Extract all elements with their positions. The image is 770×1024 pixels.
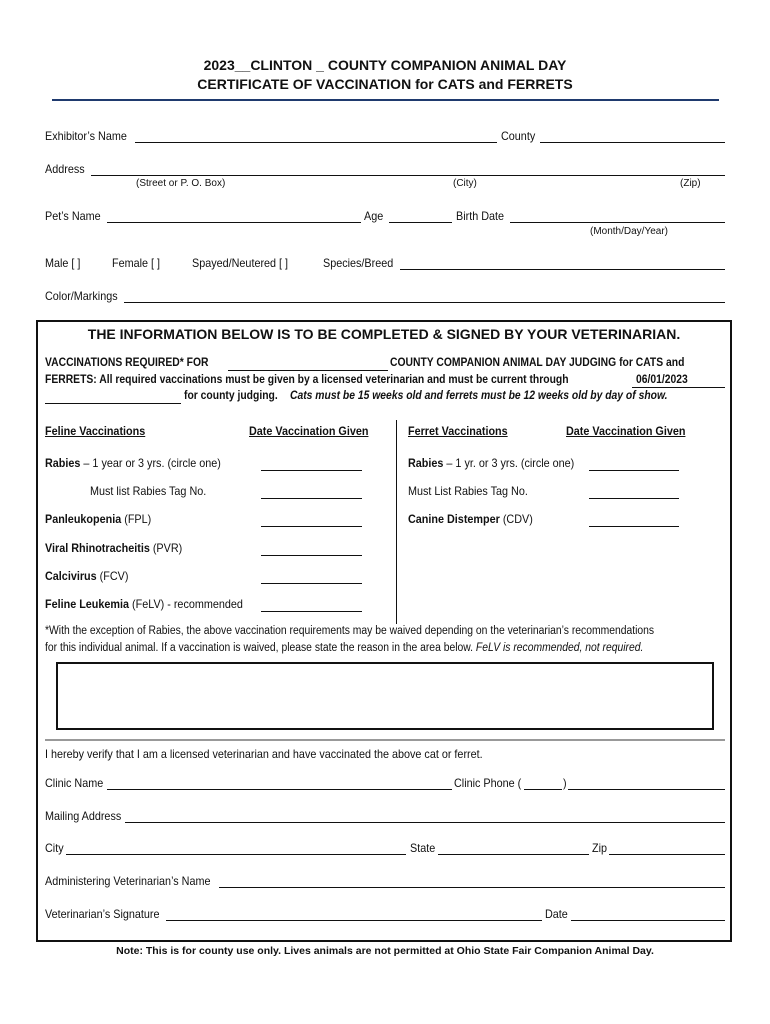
canine-distemper-date-field[interactable]: [589, 526, 679, 527]
req-line3-b: Cats must be 15 weeks old and ferrets must be 12 weeks old by day of show.: [290, 390, 668, 402]
species-breed-field[interactable]: [400, 269, 725, 270]
spayed-neutered-checkbox[interactable]: Spayed/Neutered [ ]: [192, 256, 289, 270]
mailing-address-label: Mailing Address: [45, 809, 122, 823]
exhibitor-name-field[interactable]: [135, 142, 497, 143]
vaccinations-required-label: VACCINATIONS REQUIRED* FOR: [45, 357, 209, 369]
panleukopenia-label: Panleukopenia (FPL): [45, 512, 152, 526]
current-through-date[interactable]: 06/01/2023: [636, 374, 688, 386]
city-field[interactable]: [66, 854, 406, 855]
pet-name-field[interactable]: [107, 222, 361, 223]
birth-date-label: Birth Date: [456, 209, 505, 223]
feline-rabies-label: Rabies – 1 year or 3 yrs. (circle one): [45, 456, 221, 470]
viral-rhinotracheitis-date-field[interactable]: [261, 555, 362, 556]
zip-label: Zip: [592, 841, 608, 855]
signature-date-field[interactable]: [571, 920, 725, 921]
color-markings-label: Color/Markings: [45, 289, 118, 303]
viral-rhinotracheitis-label: Viral Rhinotracheitis (PVR): [45, 541, 183, 555]
clinic-phone-field[interactable]: [568, 789, 725, 790]
birth-date-hint: (Month/Day/Year): [590, 226, 668, 237]
feline-rabies-tag-label: Must list Rabies Tag No.: [90, 484, 207, 498]
feline-leukemia-label: Feline Leukemia (FeLV) - recommended: [45, 597, 243, 611]
age-field[interactable]: [389, 222, 452, 223]
waiver-reason-textarea[interactable]: [56, 662, 714, 730]
mailing-address-field[interactable]: [125, 822, 725, 823]
birth-date-field[interactable]: [510, 222, 725, 223]
footer-note: Note: This is for county use only. Lives animals are not permitted at Ohio State Fair Companion Animal Day.: [116, 945, 654, 957]
zip-hint: (Zip): [680, 178, 701, 189]
verification-statement: I hereby verify that I am a licensed veterinarian and have vaccinated the above cat or ferret.: [45, 747, 483, 761]
county-label: County: [501, 129, 536, 143]
panleukopenia-date-field[interactable]: [261, 526, 362, 527]
req-line1-end: COUNTY COMPANION ANIMAL DAY JUDGING for CATS and: [390, 357, 685, 369]
waiver-note-line1: *With the exception of Rabies, the above vaccination requirements may be waived depending on the veterinarian’s recommendations: [45, 625, 655, 637]
signature-date-label: Date: [545, 907, 568, 921]
canine-distemper-label: Canine Distemper (CDV): [408, 512, 533, 526]
age-label: Age: [364, 209, 384, 223]
county-field[interactable]: [540, 142, 725, 143]
state-label: State: [410, 841, 436, 855]
calcivirus-label: Calcivirus (FCV): [45, 569, 129, 583]
section-divider: [45, 739, 725, 741]
vet-section-heading: THE INFORMATION BELOW IS TO BE COMPLETED & SIGNED BY YOUR VETERINARIAN.: [87, 326, 681, 342]
clinic-phone-area-code-field[interactable]: [524, 789, 562, 790]
vet-signature-field[interactable]: [166, 920, 542, 921]
ferret-vaccinations-header: Ferret Vaccinations: [408, 424, 508, 438]
zip-field[interactable]: [609, 854, 725, 855]
req-line3-a: for county judging.: [184, 390, 278, 402]
current-through-date-line: [632, 387, 725, 388]
clinic-phone-close: ): [563, 776, 567, 790]
req-line2: FERRETS: All required vaccinations must be given by a licensed veterinarian and must be current through: [45, 374, 569, 386]
column-divider: [396, 420, 397, 624]
street-hint: (Street or P. O. Box): [136, 178, 226, 189]
address-field[interactable]: [91, 175, 725, 176]
exhibitor-name-label: Exhibitor’s Name: [45, 129, 127, 143]
feline-leukemia-date-field[interactable]: [261, 611, 362, 612]
city-hint: (City): [453, 178, 477, 189]
species-breed-label: Species/Breed: [323, 256, 394, 270]
req-line3-blank[interactable]: [45, 403, 181, 404]
form-title: 2023__CLINTON _ COUNTY COMPANION ANIMAL DAY: [203, 57, 567, 73]
city-label: City: [45, 841, 64, 855]
color-markings-field[interactable]: [124, 302, 725, 303]
pet-name-label: Pet’s Name: [45, 209, 101, 223]
form-subtitle: CERTIFICATE OF VACCINATION for CATS and FERRETS: [197, 76, 573, 92]
address-label: Address: [45, 162, 85, 176]
header-divider: [52, 99, 719, 101]
calcivirus-date-field[interactable]: [261, 583, 362, 584]
clinic-name-field[interactable]: [107, 789, 452, 790]
ferret-rabies-label: Rabies – 1 yr. or 3 yrs. (circle one): [408, 456, 575, 470]
vet-signature-label: Veterinarian’s Signature: [45, 907, 160, 921]
ferret-rabies-date-field[interactable]: [589, 470, 679, 471]
clinic-phone-label: Clinic Phone (: [454, 776, 522, 790]
clinic-name-label: Clinic Name: [45, 776, 104, 790]
feline-rabies-date-field[interactable]: [261, 470, 362, 471]
waiver-note-line2: for this individual animal. If a vaccination is waived, please state the reason in the area below. FeLV is recommended, not required.: [45, 642, 644, 654]
female-checkbox[interactable]: Female [ ]: [112, 256, 161, 270]
feline-rabies-tag-field[interactable]: [261, 498, 362, 499]
ferret-date-header: Date Vaccination Given: [566, 424, 686, 438]
required-county-field[interactable]: [228, 370, 388, 371]
ferret-rabies-tag-label: Must List Rabies Tag No.: [408, 484, 528, 498]
feline-date-header: Date Vaccination Given: [249, 424, 369, 438]
ferret-rabies-tag-field[interactable]: [589, 498, 679, 499]
feline-vaccinations-header: Feline Vaccinations: [45, 424, 146, 438]
state-field[interactable]: [438, 854, 589, 855]
administering-vet-field[interactable]: [219, 887, 725, 888]
male-checkbox[interactable]: Male [ ]: [45, 256, 81, 270]
administering-vet-label: Administering Veterinarian’s Name: [45, 874, 211, 888]
